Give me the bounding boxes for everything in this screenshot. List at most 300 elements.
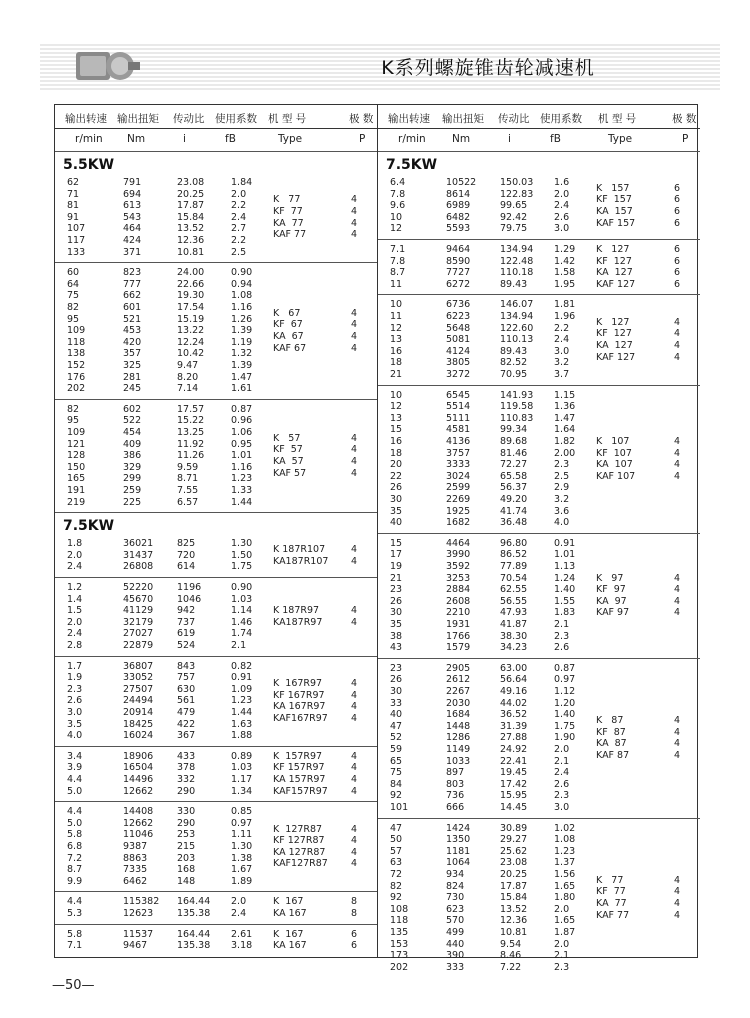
table-cell: 299 (123, 473, 142, 485)
table-cell: 420 (123, 336, 142, 348)
table-cell: 109 (67, 325, 86, 337)
data-group (378, 390, 700, 529)
model-poles: 6 (674, 267, 681, 279)
table-cell: 281 (123, 371, 142, 383)
table-cell: 1.03 (231, 762, 253, 774)
table-cell: 122.83 (500, 188, 534, 200)
table-cell: 0.89 (231, 750, 253, 762)
table-cell: 3333 (446, 459, 471, 471)
model-type: K 127 (596, 316, 630, 328)
header-bottom-rule (378, 151, 700, 152)
table-cell: 823 (123, 267, 142, 279)
table-cell: 325 (123, 359, 142, 371)
table-cell: 89.68 (500, 435, 528, 447)
table-cell: 23 (390, 584, 403, 596)
table-cell: 3.0 (554, 801, 570, 813)
table-cell: 2.1 (554, 618, 570, 630)
table-cell: 1.37 (554, 857, 576, 869)
table-cell: 5.8 (67, 928, 83, 940)
table-cell: 36.48 (500, 517, 528, 529)
table-cell: 11 (390, 310, 403, 322)
table-cell: 1.38 (231, 852, 253, 864)
table-cell: 737 (177, 616, 196, 628)
table-cell: 522 (123, 415, 142, 427)
model-poles: 4 (674, 447, 681, 459)
table-cell: 2.3 (67, 683, 83, 695)
table-cell: 3.2 (554, 357, 570, 369)
table-cell: 2.0 (67, 616, 83, 628)
table-cell: 89.43 (500, 278, 528, 290)
table-cell: 133 (67, 246, 86, 258)
table-cell: 118 (390, 915, 409, 927)
table-cell: 19.30 (177, 290, 205, 302)
table-cell: 1.6 (554, 177, 570, 188)
model-type: KAF 67 (273, 342, 307, 354)
table-cell: 128 (67, 450, 86, 462)
table-cell: 1925 (446, 505, 471, 517)
table-cell: 3.5 (67, 718, 83, 730)
table-cell: 10.81 (500, 926, 528, 938)
model-poles: 4 (674, 738, 681, 750)
table-cell: 7.2 (67, 852, 83, 864)
header-unit: i (508, 133, 511, 145)
table-cell: 2.8 (67, 640, 83, 651)
table-cell: 13.52 (177, 223, 205, 235)
table-cell: 2.4 (554, 200, 570, 212)
table-cell: 12662 (123, 817, 154, 829)
table-cell: 24494 (123, 695, 154, 707)
table-cell: 59 (390, 743, 403, 755)
table-cell: 623 (446, 903, 465, 915)
header-unit: Nm (452, 133, 471, 145)
header-label: 极 数 (349, 113, 374, 125)
model-type: KA187R107 (273, 555, 329, 567)
model-type: KAF 97 (596, 607, 630, 619)
table-cell: 23.08 (177, 177, 205, 188)
table-cell: 803 (446, 778, 465, 790)
table-cell: 479 (177, 706, 196, 718)
model-poles: 4 (351, 543, 358, 555)
table-cell: 422 (177, 718, 196, 730)
table-cell: 1.64 (554, 424, 576, 436)
table-cell: 9387 (123, 840, 148, 852)
model-poles: 6 (674, 255, 681, 267)
table-cell: 21 (390, 368, 403, 380)
table-cell: 49.20 (500, 493, 528, 505)
table-cell: 2030 (446, 697, 471, 709)
model-type: KA 57 (273, 455, 304, 467)
table-cell: 164.44 (177, 896, 211, 908)
table-cell: 1448 (446, 720, 471, 732)
table-cell: 22879 (123, 640, 154, 651)
table-cell: 13.25 (177, 426, 205, 438)
table-cell: 1.44 (231, 706, 253, 718)
table-cell: 1033 (446, 755, 471, 767)
table-cell: 20.25 (500, 868, 528, 880)
table-cell: 1.06 (231, 426, 253, 438)
model-poles: 4 (351, 846, 358, 858)
table-cell: 0.97 (554, 674, 576, 686)
table-cell: 27.88 (500, 732, 528, 744)
table-cell: 1.46 (231, 616, 253, 628)
model-poles: 6 (674, 182, 681, 194)
model-poles: 6 (351, 928, 358, 940)
table-cell: 11.26 (177, 450, 205, 462)
table-cell: 82 (390, 880, 403, 892)
model-type: KAF 157 (596, 217, 636, 229)
table-cell: 1.9 (67, 672, 83, 684)
right-column (377, 105, 700, 973)
table-cell: 3592 (446, 560, 471, 572)
table-cell: 2.0 (554, 188, 570, 200)
table-cell: 8863 (123, 852, 148, 864)
table-cell: 38.30 (500, 630, 528, 642)
table-cell: 1766 (446, 630, 471, 642)
model-type: K 127 (596, 244, 630, 255)
table-cell: 15 (390, 424, 403, 436)
table-cell: 14.45 (500, 801, 528, 813)
table-cell: 29.27 (500, 834, 528, 846)
table-cell: 0.90 (231, 582, 253, 593)
table-cell: 666 (446, 801, 465, 813)
table-cell: 1196 (177, 582, 202, 593)
header-bottom-rule (55, 151, 377, 152)
group-divider (378, 658, 700, 659)
table-cell: 843 (177, 660, 196, 672)
table-cell: 138 (67, 348, 86, 360)
table-cell: 5.0 (67, 785, 83, 797)
table-cell: 2.4 (67, 628, 83, 640)
model-poles: 4 (351, 773, 358, 785)
table-cell: 791 (123, 177, 142, 188)
table-cell: 1.84 (231, 177, 253, 188)
table-cell: 10.81 (177, 246, 205, 258)
table-cell: 20914 (123, 706, 154, 718)
table-cell: 3.4 (67, 750, 83, 762)
group-divider (378, 239, 700, 240)
table-cell: 7.22 (500, 961, 522, 973)
model-poles: 4 (674, 435, 681, 447)
table-cell: 12662 (123, 785, 154, 797)
table-cell: 6989 (446, 200, 471, 212)
model-poles: 4 (674, 328, 681, 340)
table-cell: 0.82 (231, 660, 253, 672)
table-cell: 1.90 (554, 732, 576, 744)
model-poles: 6 (674, 217, 681, 229)
spec-table (54, 104, 698, 973)
model-type: KA 97 (596, 595, 627, 607)
data-group (378, 823, 700, 974)
table-cell: 1.47 (231, 371, 253, 383)
table-cell: 6223 (446, 310, 471, 322)
table-cell: 225 (123, 496, 142, 508)
model-type: KA 127 (596, 267, 633, 279)
table-cell: 10522 (446, 177, 477, 188)
model-type: KF 127 (596, 328, 632, 340)
table-cell: 0.85 (231, 806, 253, 818)
table-cell: 2.61 (231, 928, 253, 940)
table-cell: 122.48 (500, 255, 534, 267)
table-cell: 11 (390, 278, 403, 290)
table-cell: 2.0 (231, 896, 247, 908)
model-type: KF 67 (273, 319, 303, 331)
table-cell: 6.4 (390, 177, 406, 188)
table-cell: 1.63 (231, 718, 253, 730)
table-cell: 1.55 (554, 595, 576, 607)
table-cell: 2269 (446, 493, 471, 505)
model-type: KF 77 (273, 206, 303, 217)
data-group (378, 663, 700, 814)
table-cell: 3272 (446, 368, 471, 380)
model-type: KAF 77 (273, 229, 307, 241)
model-poles: 4 (351, 307, 358, 319)
section-power-title: 5.5KW (63, 157, 115, 173)
table-cell: 18906 (123, 750, 154, 762)
model-type: K 167 (273, 928, 304, 940)
table-cell: 357 (123, 348, 142, 360)
page-title: K系列螺旋锥齿轮减速机 (381, 56, 595, 79)
table-cell: 757 (177, 672, 196, 684)
table-cell: 1.23 (231, 473, 253, 485)
model-type: K 77 (273, 194, 301, 206)
table-cell: 40 (390, 709, 403, 721)
table-cell: 464 (123, 223, 142, 235)
table-cell: 141.93 (500, 389, 534, 401)
table-cell: 2210 (446, 607, 471, 619)
table-cell: 8.7 (67, 864, 83, 876)
table-cell: 2.2 (231, 235, 247, 246)
table-cell: 17.42 (500, 778, 528, 790)
table-cell: 2884 (446, 584, 471, 596)
table-cell: 2.4 (554, 334, 570, 346)
table-cell: 16504 (123, 762, 154, 774)
table-cell: 378 (177, 762, 196, 774)
table-cell: 82 (67, 403, 80, 415)
table-cell: 1.23 (554, 845, 576, 857)
table-cell: 1931 (446, 618, 471, 630)
table-cell: 110.18 (500, 267, 534, 279)
header-label: 传动比 (173, 113, 205, 125)
model-poles: 4 (351, 555, 358, 567)
table-cell: 777 (123, 278, 142, 290)
table-cell: 15.84 (177, 211, 205, 223)
table-cell: 4464 (446, 537, 471, 549)
model-type: KF 157R97 (273, 762, 325, 774)
model-poles: 4 (351, 762, 358, 774)
table-cell: 41129 (123, 605, 154, 617)
table-header (55, 105, 377, 151)
table-cell: 1.89 (231, 875, 253, 887)
table-cell: 330 (177, 806, 196, 818)
model-poles: 4 (351, 858, 358, 870)
table-cell: 135 (390, 926, 409, 938)
table-cell: 1.81 (554, 299, 576, 311)
table-cell: 1.40 (554, 584, 576, 596)
table-cell: 81 (67, 200, 80, 212)
table-cell: 20.25 (177, 188, 205, 200)
table-cell: 1.16 (231, 301, 253, 313)
model-poles: 4 (351, 835, 358, 847)
table-cell: 1.96 (554, 310, 576, 322)
table-cell: 454 (123, 426, 142, 438)
table-cell: 10 (390, 299, 403, 311)
table-cell: 2.3 (554, 790, 570, 802)
table-cell: 4.0 (554, 517, 570, 529)
table-cell: 27507 (123, 683, 154, 695)
table-cell: 2.4 (231, 211, 247, 223)
table-cell: 24.00 (177, 267, 205, 279)
table-cell: 1286 (446, 732, 471, 744)
model-type: K 167R97 (273, 677, 323, 689)
model-type: KF 167R97 (273, 689, 325, 701)
table-cell: 15.22 (177, 415, 205, 427)
table-cell: 33 (390, 697, 403, 709)
data-group (378, 177, 700, 235)
table-cell: 13.52 (500, 903, 528, 915)
table-cell: 64 (67, 278, 80, 290)
table-cell: 1.23 (231, 695, 253, 707)
table-cell: 2.0 (554, 743, 570, 755)
table-cell: 75 (390, 767, 403, 779)
header-unit: P (359, 133, 366, 145)
model-type: KF 107 (596, 447, 632, 459)
model-type: K 167 (273, 896, 304, 908)
table-cell: 219 (67, 496, 86, 508)
table-cell: 4.0 (67, 730, 83, 742)
table-cell: 1.39 (231, 325, 253, 337)
table-cell: 10.42 (177, 348, 205, 360)
model-poles: 6 (674, 194, 681, 206)
table-cell: 31.39 (500, 720, 528, 732)
header-unit: Type (278, 133, 303, 145)
table-cell: 6.57 (177, 496, 199, 508)
model-type: KA 127R87 (273, 846, 326, 858)
table-cell: 110.83 (500, 412, 534, 424)
model-poles: 4 (674, 459, 681, 471)
table-cell: 115382 (123, 896, 160, 908)
model-type: K 127R87 (273, 823, 323, 835)
table-cell: 89.43 (500, 345, 528, 357)
table-cell: 2267 (446, 685, 471, 697)
table-cell: 77.89 (500, 560, 528, 572)
table-cell: 26 (390, 595, 403, 607)
table-cell: 12 (390, 401, 403, 413)
table-cell: 1.03 (231, 593, 253, 605)
model-poles: 4 (351, 467, 358, 479)
table-cell: 9464 (446, 244, 471, 255)
table-cell: 5.8 (67, 829, 83, 841)
table-cell: 95 (67, 313, 80, 325)
table-cell: 13 (390, 334, 403, 346)
header-unit: fB (225, 133, 236, 145)
table-cell: 433 (177, 750, 196, 762)
table-cell: 18425 (123, 718, 154, 730)
table-cell: 8614 (446, 188, 471, 200)
table-cell: 0.96 (231, 415, 253, 427)
group-divider (55, 399, 377, 400)
table-cell: 2.3 (554, 961, 570, 973)
table-cell: 79.75 (500, 223, 528, 235)
table-cell: 17.87 (500, 880, 528, 892)
table-cell: 43 (390, 642, 403, 654)
table-cell: 386 (123, 450, 142, 462)
model-type: KF 97 (596, 584, 626, 596)
table-cell: 11537 (123, 928, 154, 940)
section-power-title: 7.5KW (63, 518, 115, 535)
table-cell: 99.65 (500, 200, 528, 212)
table-cell: 3.6 (554, 505, 570, 517)
table-cell: 18 (390, 447, 403, 459)
table-cell: 4124 (446, 345, 471, 357)
table-cell: 72 (390, 868, 403, 880)
header-label: 机 型 号 (268, 113, 307, 125)
table-cell: 329 (123, 461, 142, 473)
table-cell: 6482 (446, 211, 471, 223)
table-cell: 26 (390, 482, 403, 494)
table-cell: 22.66 (177, 278, 205, 290)
table-cell: 2.0 (231, 188, 247, 200)
table-cell: 3990 (446, 549, 471, 561)
table-cell: 165 (67, 473, 86, 485)
table-cell: 2.6 (67, 695, 83, 707)
model-poles: 4 (351, 455, 358, 467)
model-type: KA 107 (596, 459, 633, 471)
model-type: K 157 (596, 182, 630, 194)
table-cell: 121 (67, 438, 86, 450)
table-cell: 4.4 (67, 773, 83, 785)
table-cell: 7727 (446, 267, 471, 279)
table-cell: 1.29 (554, 244, 576, 255)
table-cell: 2.9 (554, 482, 570, 494)
table-cell: 253 (177, 829, 196, 841)
table-cell: 30 (390, 607, 403, 619)
table-cell: 7.14 (177, 383, 199, 395)
table-cell: 1.14 (231, 605, 253, 617)
table-cell: 150.03 (500, 177, 534, 188)
table-cell: 38 (390, 630, 403, 642)
model-poles: 4 (674, 584, 681, 596)
header-label: 输出扭矩 (442, 113, 484, 125)
table-cell: 3.0 (554, 223, 570, 235)
table-cell: 1.83 (554, 607, 576, 619)
model-poles: 4 (674, 316, 681, 328)
table-cell: 41.87 (500, 618, 528, 630)
table-cell: 70.95 (500, 368, 528, 380)
data-group (55, 929, 377, 952)
table-cell: 153 (390, 938, 409, 950)
table-cell: 176 (67, 371, 86, 383)
table-cell: 134.94 (500, 310, 534, 322)
table-cell: 52 (390, 732, 403, 744)
model-poles: 4 (674, 726, 681, 738)
table-cell: 19.45 (500, 767, 528, 779)
table-cell: 1046 (177, 593, 202, 605)
left-column (55, 105, 377, 957)
header-divider (378, 128, 700, 129)
model-poles: 4 (674, 339, 681, 351)
table-cell: 148 (177, 875, 196, 887)
table-cell: 499 (446, 926, 465, 938)
model-poles: 4 (674, 470, 681, 482)
table-cell: 34.23 (500, 642, 528, 654)
section-power-title: 7.5KW (386, 157, 438, 173)
table-cell: 92.42 (500, 211, 528, 223)
table-cell: 440 (446, 938, 465, 950)
table-cell: 118 (67, 336, 86, 348)
model-poles: 4 (351, 432, 358, 444)
model-type: KA 157 (596, 206, 633, 217)
table-cell: 10 (390, 389, 403, 401)
